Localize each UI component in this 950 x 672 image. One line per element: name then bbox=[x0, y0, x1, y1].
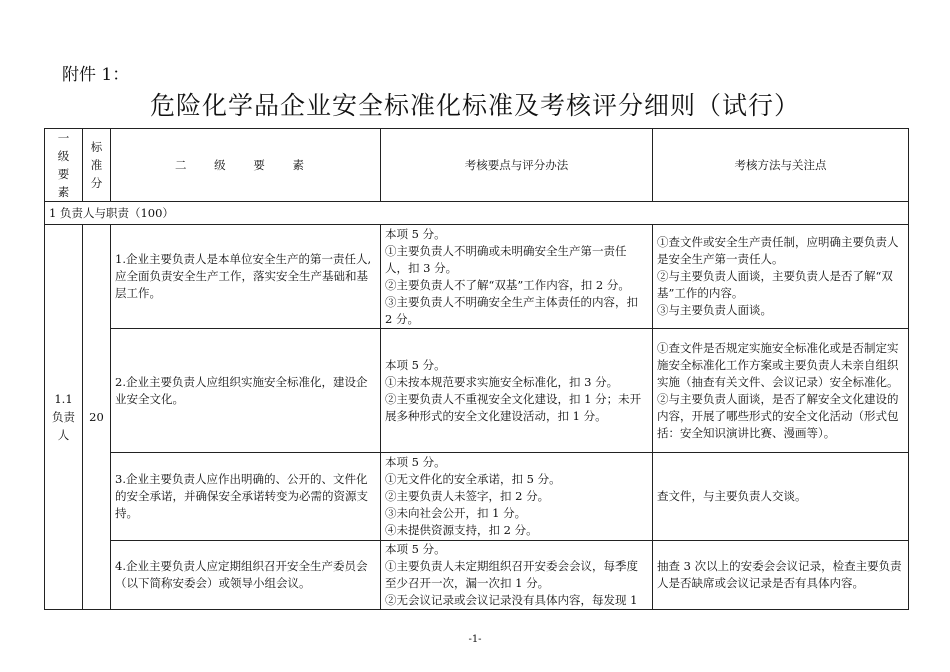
table-row bbox=[45, 453, 909, 541]
header-scoring-method: 考核要点与评分办法 bbox=[381, 129, 653, 202]
section-row bbox=[45, 202, 909, 225]
row-scoring: 本项 5 分。 ①无文件化的安全承诺，扣 5 分。 ②主要负责人未签字，扣 2 分。 ③未向社会公开，扣 1 分。 ④未提供资源支持，扣 2 分。 bbox=[381, 453, 653, 541]
row-element: 4.企业主要负责人应定期组织召开安全生产委员会（以下简称安委会）或领导小组会议。 bbox=[111, 541, 381, 610]
group-score: 20 bbox=[83, 225, 111, 610]
row-element: 2.企业主要负责人应组织实施安全标准化，建设企业安全文化。 bbox=[111, 329, 381, 453]
table-row bbox=[45, 329, 909, 453]
row-element: 3.企业主要负责人应作出明确的、公开的、文件化的安全承诺，并确保安全承诺转变为必需的资源支持。 bbox=[111, 453, 381, 541]
row-method: ①查文件是否规定实施安全标准化或是否制定实施安全标准化工作方案或主要负责人未亲自组织实施（抽查有关文件、会议记录）安全标准化。 ②与主要负责人面谈，是否了解安全文化建设的内容，开展了哪些形式的安全文化活动（形式包括：安全知识演讲比赛、漫画等）。 bbox=[653, 329, 909, 453]
header-level2-element: 二 级 要 素 bbox=[111, 129, 381, 202]
row-scoring: 本项 5 分。 ①未按本规范要求实施安全标准化，扣 3 分。 ②主要负责人不重视安全文化建设，扣 1 分；未开展多种形式的安全文化建设活动，扣 1 分。 bbox=[381, 329, 653, 453]
section-title: 1 负责人与职责（100） bbox=[45, 202, 909, 225]
table-row bbox=[45, 225, 909, 329]
scoring-table bbox=[44, 128, 909, 610]
row-scoring: 本项 5 分。 ①主要负责人未定期组织召开安委会会议，每季度至少召开一次，漏一次扣 1 分。 ②无会议记录或会议记录没有具体内容，每发现 1 bbox=[381, 541, 653, 610]
row-element: 1.企业主要负责人是本单位安全生产的第一责任人,应全面负责安全生产工作，落实安全生产基础和基层工作。 bbox=[111, 225, 381, 329]
document-title: 危险化学品企业安全标准化标准及考核评分细则（试行） bbox=[149, 91, 800, 120]
row-method: 查文件，与主要负责人交谈。 bbox=[653, 453, 909, 541]
attachment-label: 附件 1： bbox=[62, 65, 130, 85]
group-name: 1.1 负责 人 bbox=[45, 225, 83, 610]
row-method: ①查文件或安全生产责任制，应明确主要负责人是安全生产第一责任人。 ②与主要负责人面谈，主要负责人是否了解“双基”工作的内容。 ③与主要负责人面谈。 bbox=[653, 225, 909, 329]
row-method: 抽查 3 次以上的安委会会议记录，检查主要负责人是否缺席或会议记录是否有具体内容。 bbox=[653, 541, 909, 610]
header-assessment-method: 考核方法与关注点 bbox=[653, 129, 909, 202]
row-scoring: 本项 5 分。 ①主要负责人不明确或未明确安全生产第一责任人，扣 3 分。 ②主要负责人不了解“双基”工作内容，扣 2 分。 ③主要负责人不明确安全生产主体责任的内容，扣 2 分。 bbox=[381, 225, 653, 329]
table-row bbox=[45, 541, 909, 610]
page-number: -1- bbox=[468, 634, 482, 645]
table-header-row bbox=[45, 129, 909, 202]
header-standard-score: 标 准 分 bbox=[83, 129, 111, 202]
header-level1-element: 一 级 要 素 bbox=[45, 129, 83, 202]
